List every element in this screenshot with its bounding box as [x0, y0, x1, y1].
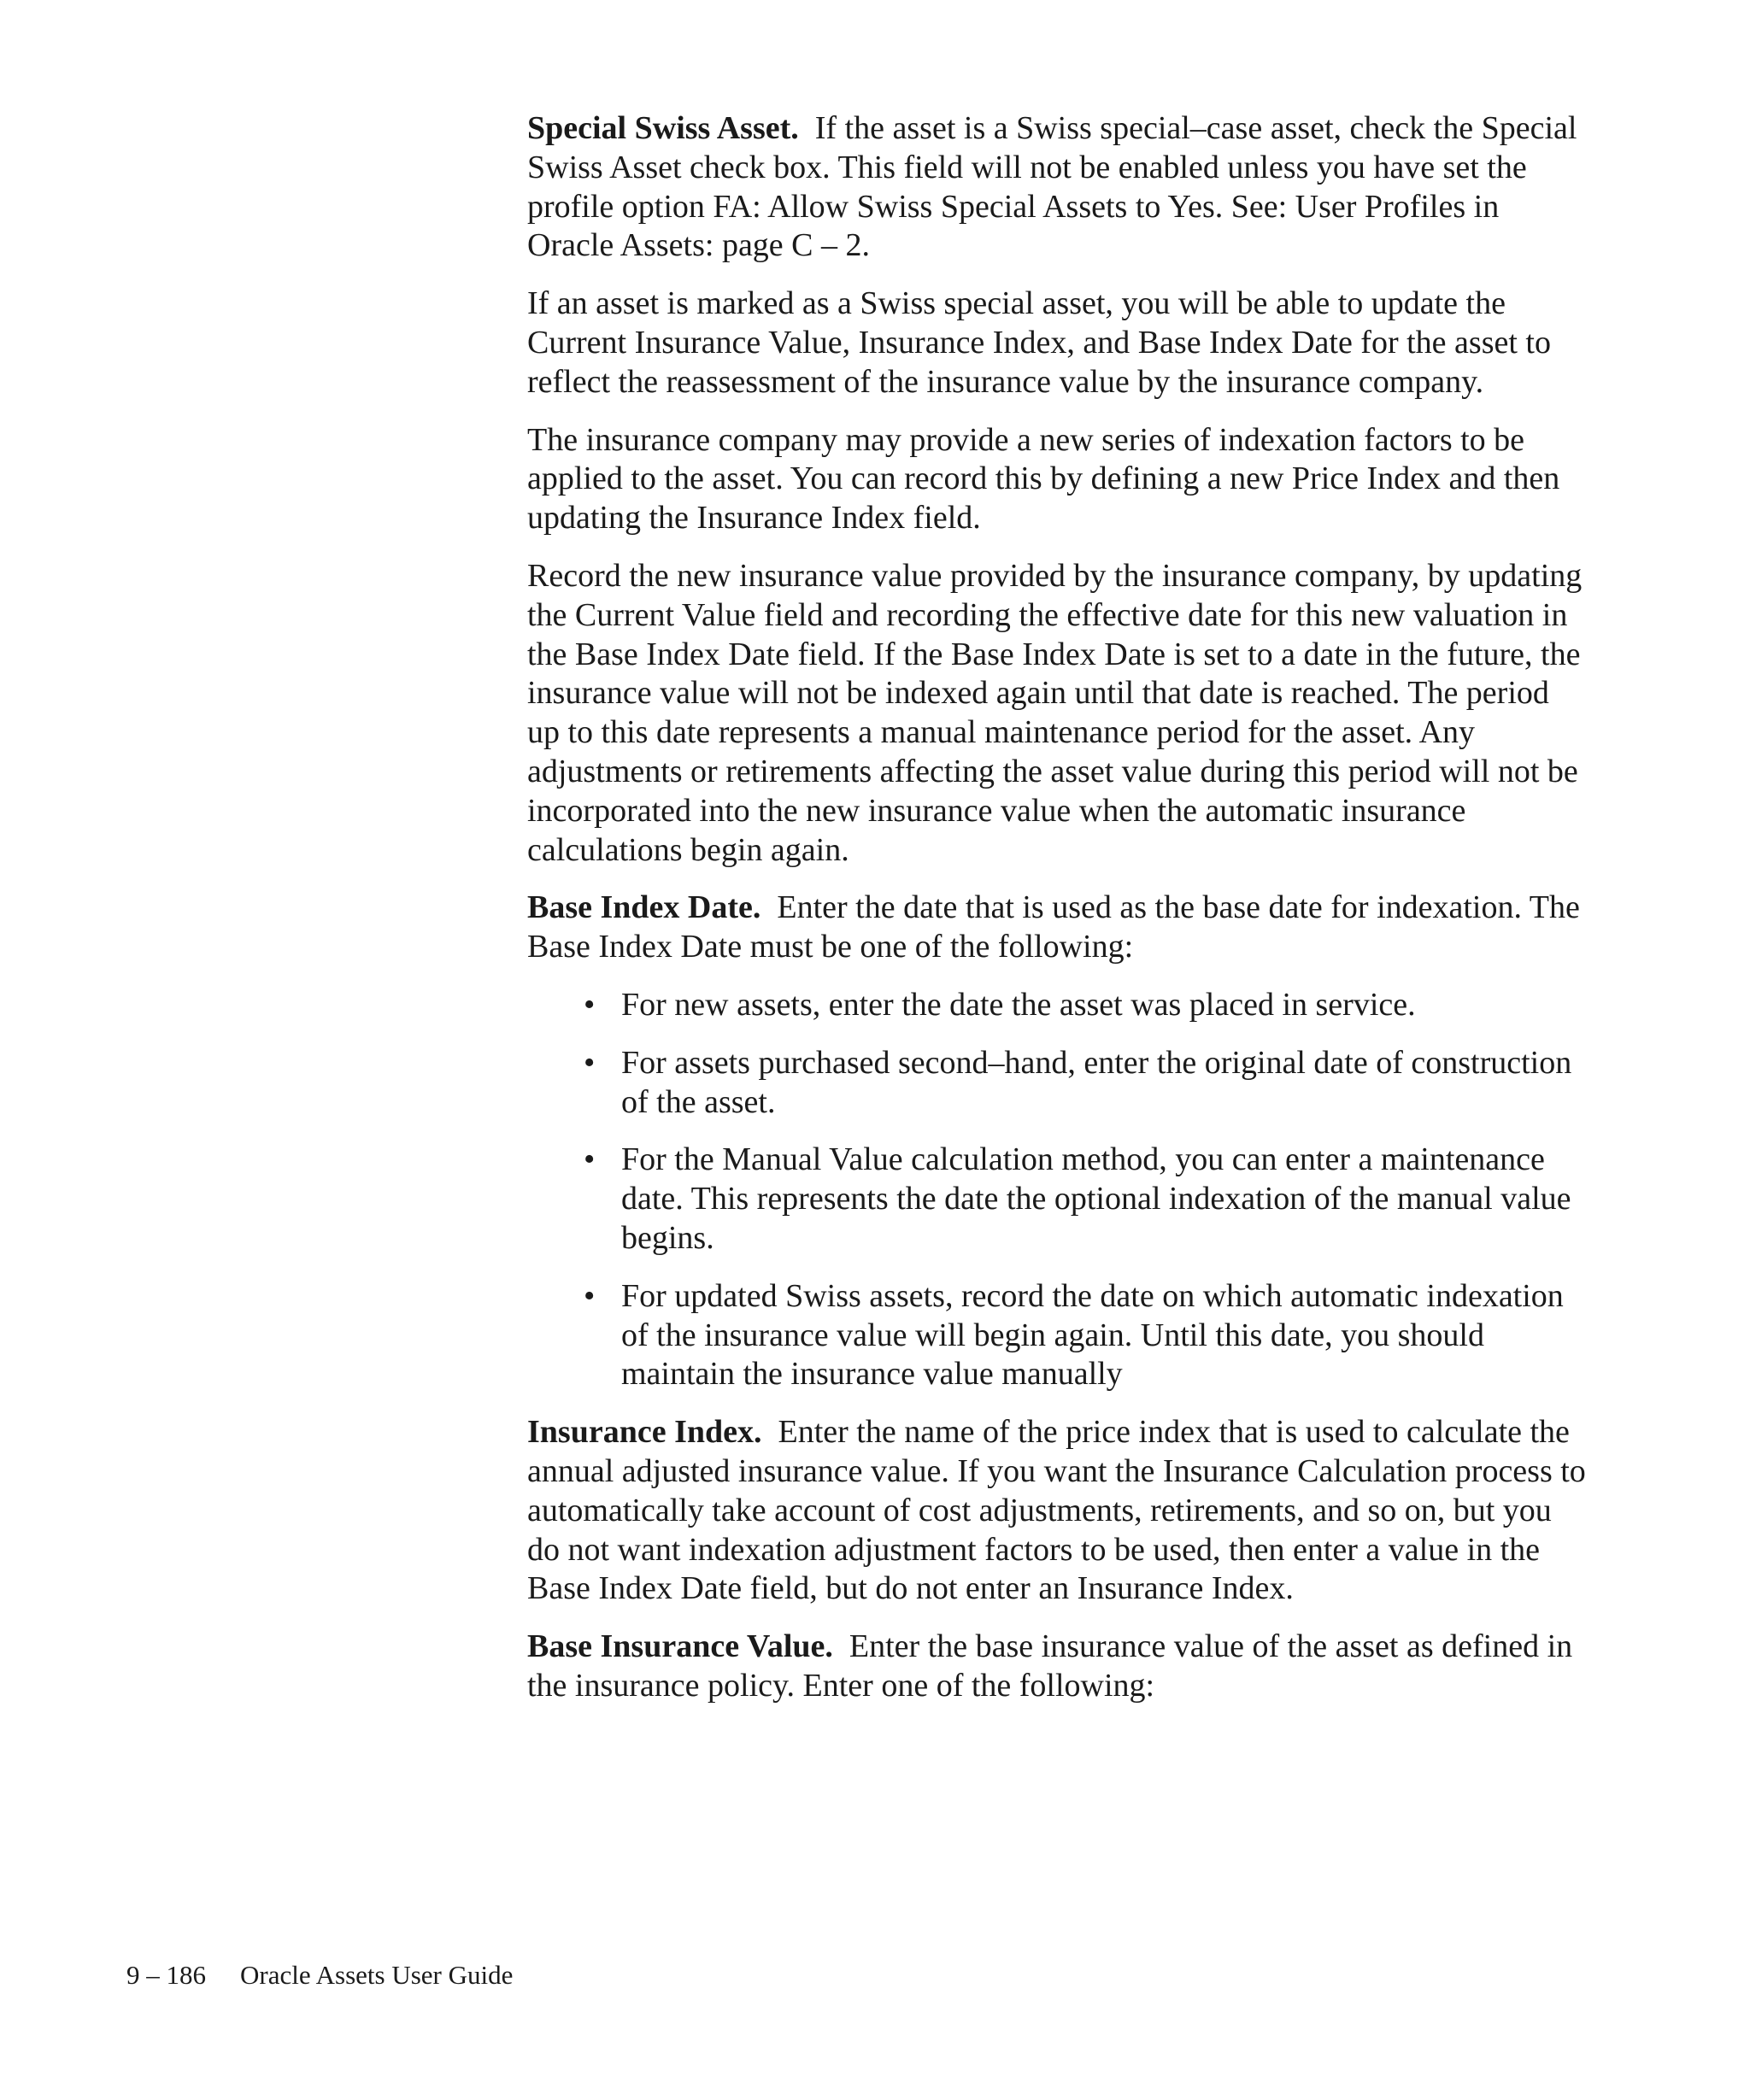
paragraph-text: The insurance company may provide a new series of indexation factors to be applied to the asset. You can record this by defining a new Price Index and then updating the Insurance Index field. — [527, 421, 1560, 537]
base-index-date-options-list — [527, 986, 1587, 1394]
term-special-swiss-asset: Special Swiss Asset. — [527, 110, 799, 146]
paragraph-record-new-value — [527, 557, 1587, 870]
paragraph-text: Enter the date that is used as the base date for indexation. The Base Index Date must be one of the following: — [527, 889, 1580, 965]
term-base-insurance-value: Base Insurance Value. — [527, 1628, 833, 1665]
list-item: • For updated Swiss assets, record the date on which automatic indexation of the insurance value will begin again. Until this date, you should maintain the insurance value manually — [621, 1277, 1587, 1394]
document-body — [527, 109, 1587, 1725]
paragraph-text: If an asset is marked as a Swiss special asset, you will be able to update the Current Insurance Value, Insurance Index, and Base Index Date for the asset to reflect the reassessment of the insurance value by the insurance company. — [527, 285, 1551, 400]
paragraph-swiss-asset-update — [527, 284, 1587, 402]
list-item: • For assets purchased second–hand, enter the original date of construction of the asset. — [621, 1044, 1587, 1123]
paragraph-base-index-date — [527, 889, 1587, 967]
page-number: 9 – 186 — [126, 1960, 206, 1990]
paragraph-text: Record the new insurance value provided by the insurance company, by updating the Current Value field and recording the effective date for this new valuation in the Base Index Date field. If the Base Index Date is set to a date in the future, the insurance value will not be indexed again until that date is reached. The period up to this date represents a manual maintenance period for the asset. Any adjustments or retirements affecting the asset value during this period will not be incorporated into the new insurance value when the automatic insurance calculations begin again. — [527, 557, 1583, 868]
paragraph-indexation-factors — [527, 421, 1587, 538]
paragraph-text: Enter the name of the price index that is used to calculate the annual adjusted insurance value. If you want the Insurance Calculation process to automatically take account of cost adjustments, retirements, and so on, but you do not want indexation adjustment factors to be used, then enter a value in the Base Index Date field, but do not enter an Insurance Index. — [527, 1414, 1586, 1607]
page-footer — [126, 1958, 513, 1992]
paragraph-text: If the asset is a Swiss special–case asset, check the Special Swiss Asset check box. This field will not be enabled unless you have set the profile option FA: Allow Swiss Special Assets to Yes. See: User Profiles in Oracle Assets: page C – 2. — [527, 110, 1577, 264]
book-title: Oracle Assets User Guide — [240, 1960, 514, 1990]
list-item: • For new assets, enter the date the asset was placed in service. — [621, 986, 1587, 1025]
paragraph-insurance-index — [527, 1413, 1587, 1609]
paragraph-base-insurance-value — [527, 1628, 1587, 1706]
term-insurance-index: Insurance Index. — [527, 1414, 762, 1451]
paragraph-special-swiss-asset — [527, 109, 1587, 266]
paragraph-text: Enter the base insurance value of the asset as defined in the insurance policy. Enter one of the following: — [527, 1628, 1573, 1704]
list-item: • For the Manual Value calculation method, you can enter a maintenance date. This represents the date the optional indexation of the manual value begins. — [621, 1141, 1587, 1258]
term-base-index-date: Base Index Date. — [527, 889, 761, 926]
